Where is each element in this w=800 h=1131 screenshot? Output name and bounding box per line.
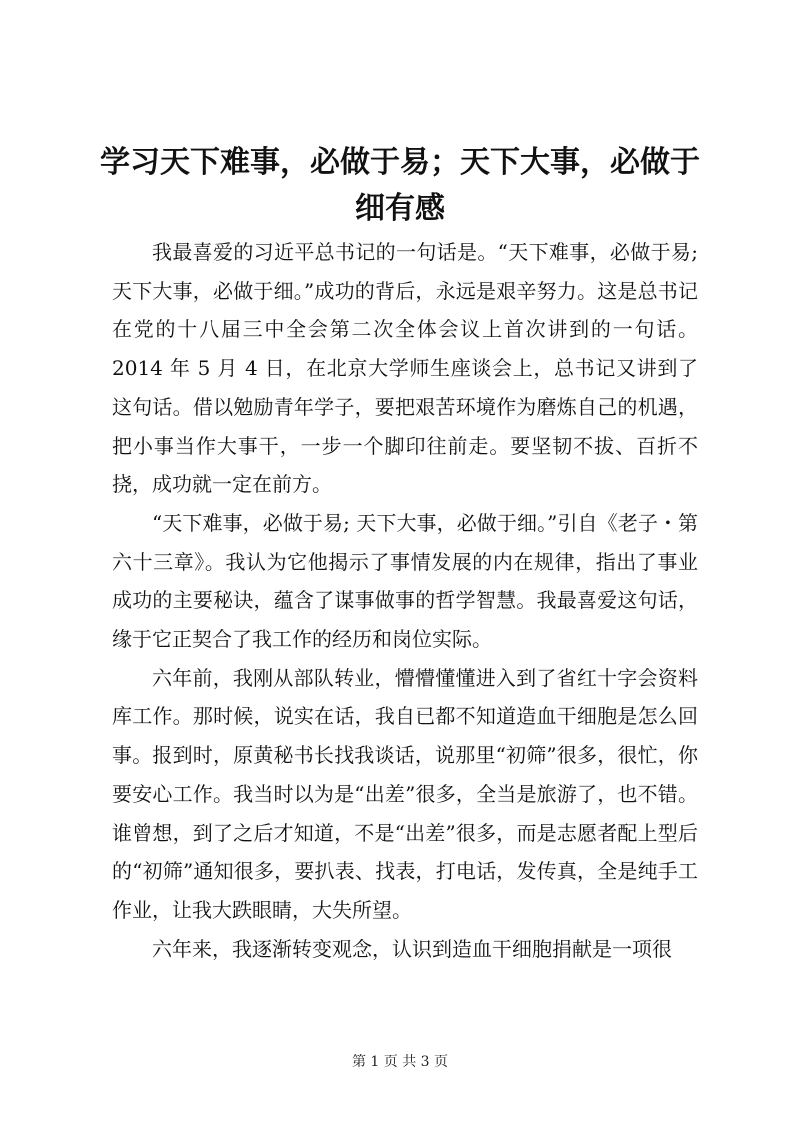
page-footer: 第 1 页 共 3 页 xyxy=(351,1054,449,1070)
paragraph-4: 六年来，我逐渐转变观念，认识到造血干细胞捐献是一项很 xyxy=(152,936,672,961)
paragraph-3: 六年前，我刚从部队转业，懵懵懂懂进入到了省红十字会资料库工作。那时候，说实在话，我自已都不知道造血干细胞是怎么回事。报到时，原黄秘书长找我谈话，说那里“初筛”很多，很忙，你要安心工作。我当时以为是“出差”很多，全当是旅游了，也不错。谁曾想，到了之后才知道，不是“出差”很多，而是志愿者配上型后的“初筛”通知很多，要扒表、找表，打电话，发传真，全是纯手工作业，让我大跌眼睛，大失所望。 xyxy=(112,665,698,922)
title-line-2: 细有感 xyxy=(355,191,445,226)
document-title xyxy=(100,140,700,232)
paragraph-2: “天下难事，必做于易; 天下大事，必做于细。”引自《老子・第六十三章》。我认为它他揭示了事情发展的内在规律，指出了事业成功的主要秘诀，蕴含了谋事做事的哲学智慧。我最喜爱这句话，缘于它正契合了我工作的经历和岗位实际。 xyxy=(112,510,698,652)
document-body xyxy=(112,233,698,968)
paragraph-1: 我最喜爱的习近平总书记的一句话是。“天下难事，必做于易; 天下大事，必做于细。”成功的背后，永远是艰辛努力。这是总书记在党的十八届三中全会第二次全体会议上首次讲到的一句话。2014 年 5 月 4 日，在北京大学师生座谈会上，总书记又讲到了这句话。借以勉励青年学子，要把艰苦环境作为磨炼自己的机遇，把小事当作大事干，一步一个脚印往前走。要坚韧不拔、百折不挠，成功就一定在前方。 xyxy=(112,240,698,497)
title-line-1: 学习天下难事，必做于易；天下大事，必做于 xyxy=(100,145,700,180)
